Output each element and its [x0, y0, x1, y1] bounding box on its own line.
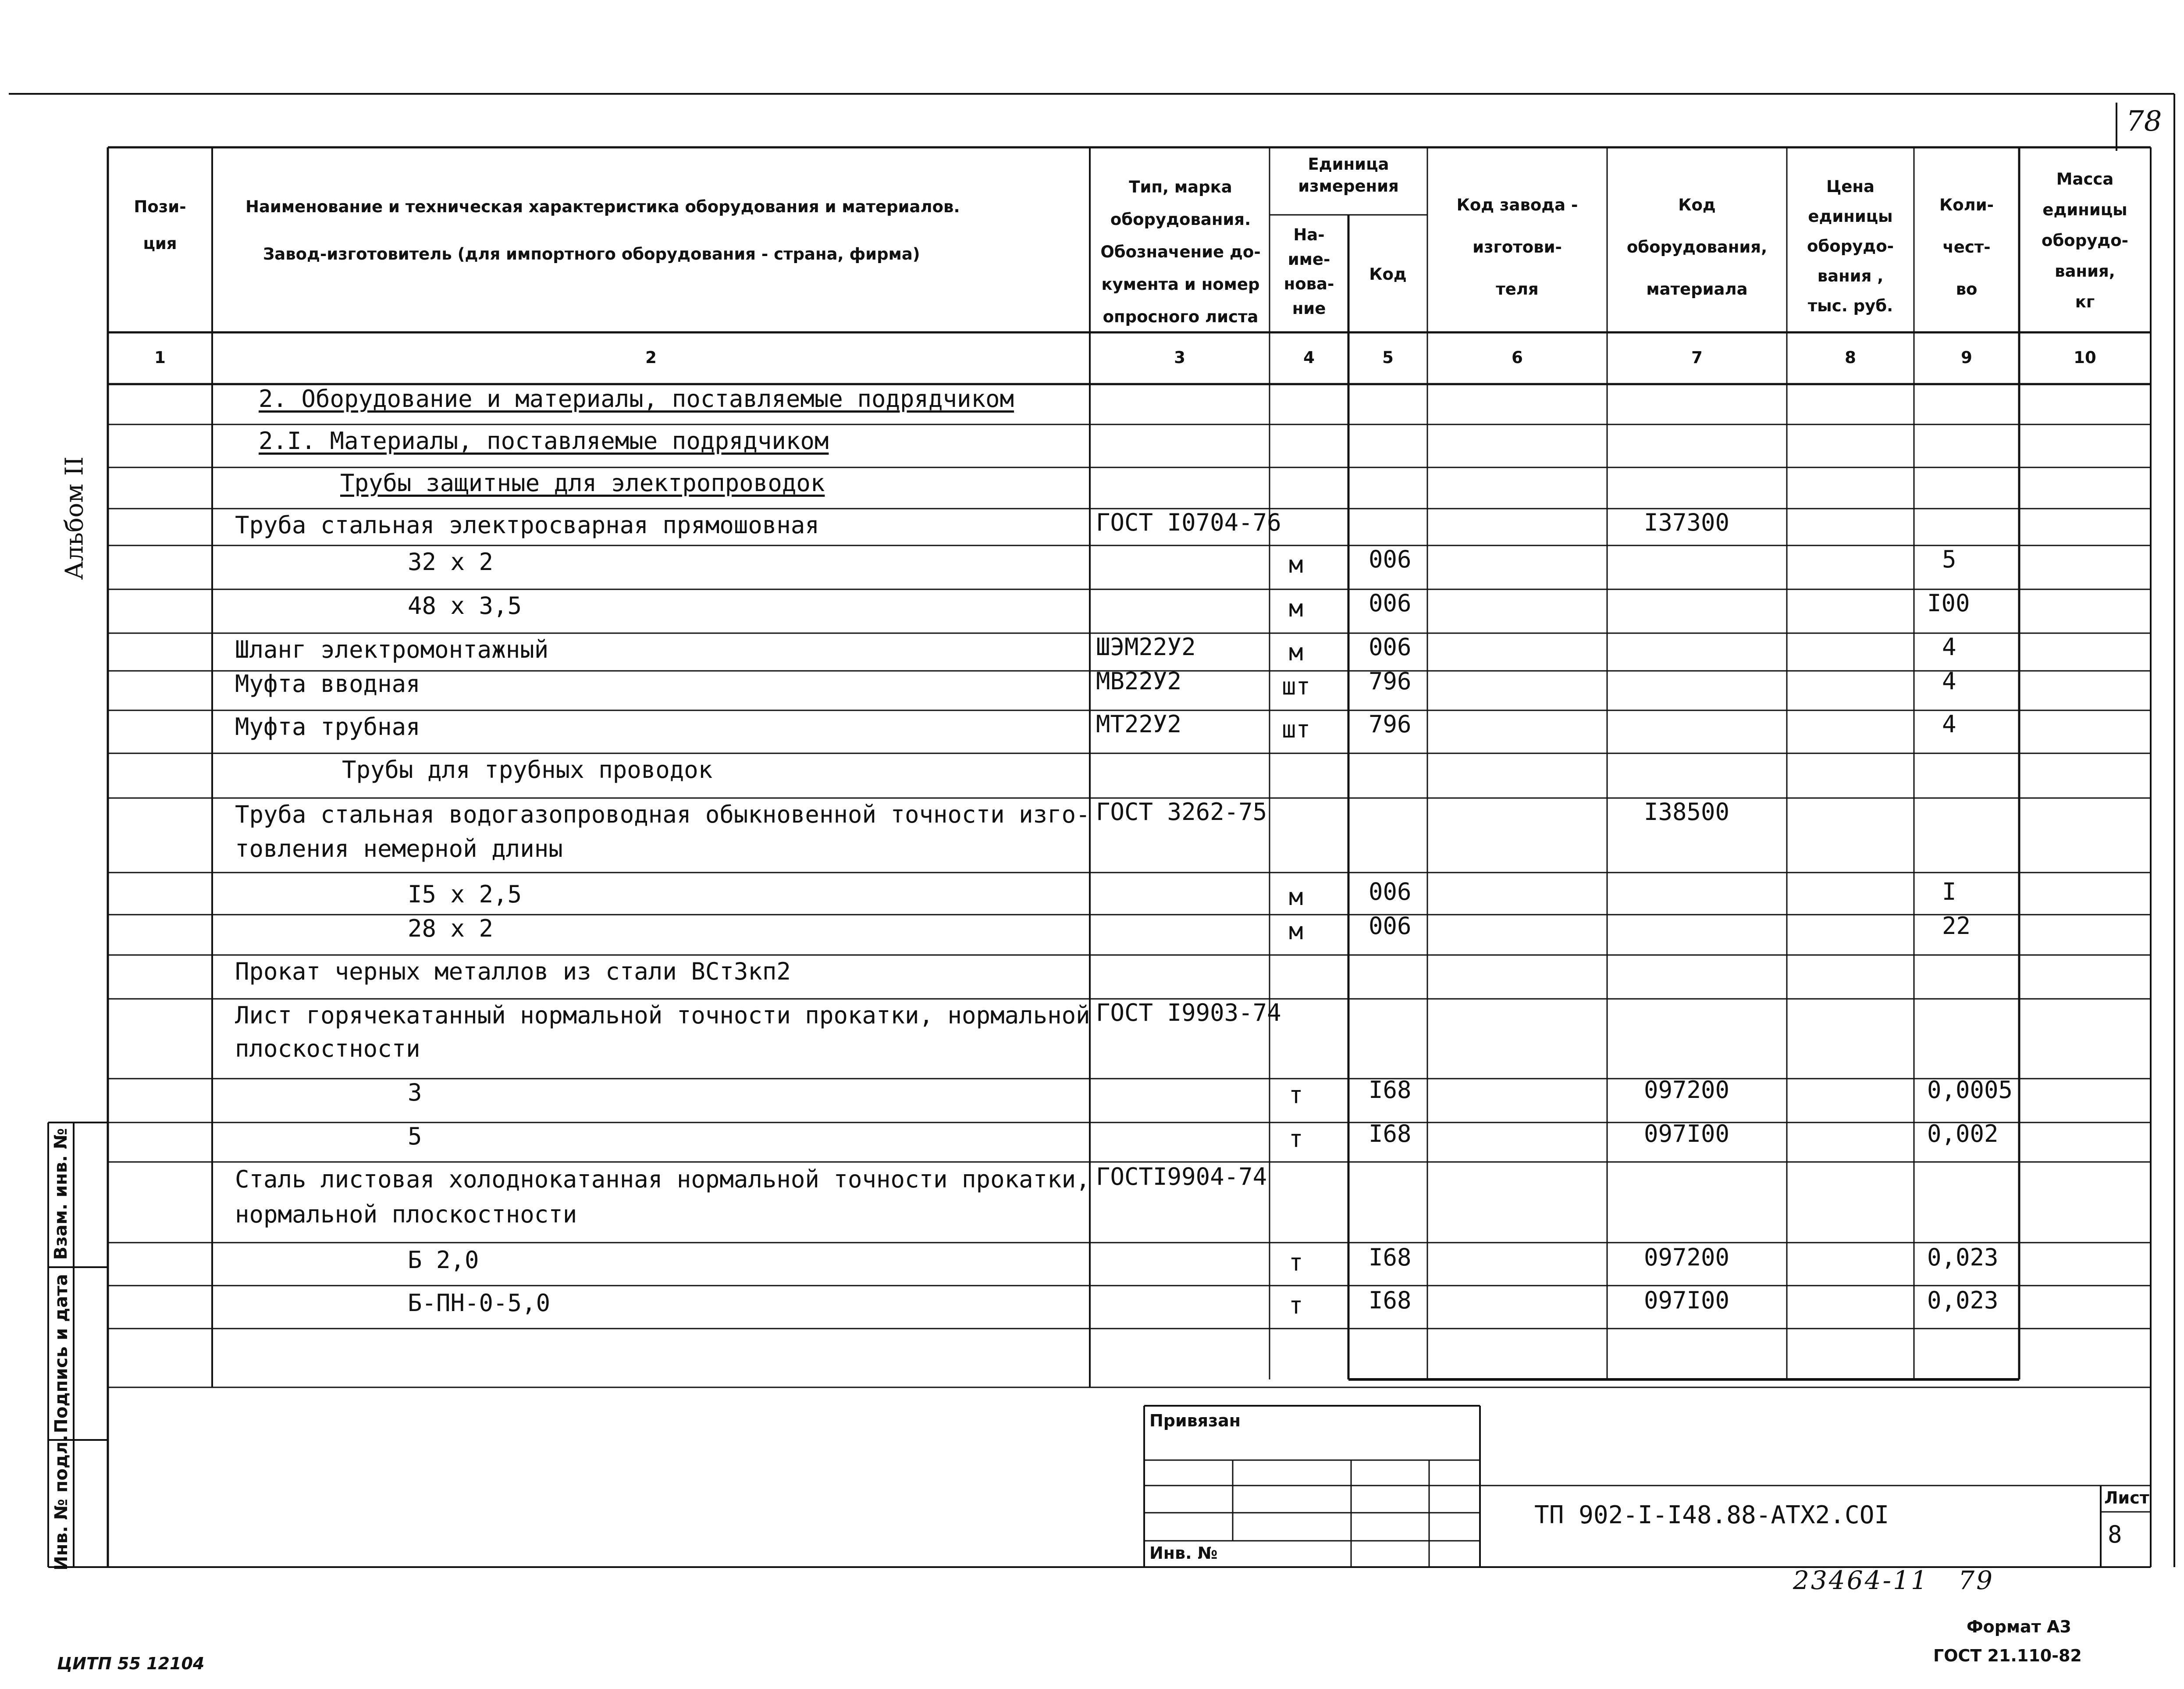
row-description: 5 [408, 1122, 422, 1150]
row-unit-code: 006 [1369, 912, 1412, 940]
gost-label: ГОСТ 21.110-82 [1933, 1646, 2082, 1665]
row-equipment-code: 097200 [1644, 1076, 1730, 1104]
row-quantity: I [1942, 878, 1956, 905]
row-unit-code: 006 [1369, 633, 1412, 661]
column-number: 5 [1382, 348, 1394, 367]
row-unit-name: шт [1282, 716, 1311, 743]
row-equipment-code: I37300 [1644, 509, 1730, 536]
stamp-privyazan: Привязан [1149, 1411, 1241, 1430]
row-description: Трубы защитные для электропроводок [340, 469, 825, 497]
row-unit-name: шт [1282, 673, 1311, 700]
header-name-line2: Завод-изготовитель (для импортного оборудования - страна, фирма) [263, 245, 920, 264]
row-description: Трубы для трубных проводок [342, 756, 713, 784]
column-number: 3 [1174, 348, 1185, 367]
row-unit-code: 006 [1369, 589, 1412, 617]
row-quantity: 5 [1942, 545, 1956, 573]
archive-number: 23464-11 79 [1793, 1565, 1995, 1595]
document-code: ТП 902-I-I48.88-АТХ2.СОI [1534, 1501, 1889, 1529]
row-quantity: 4 [1942, 667, 1956, 695]
row-unit-name: т [1289, 1081, 1303, 1109]
row-equipment-code: 097I00 [1644, 1120, 1730, 1147]
row-quantity: 0,023 [1927, 1286, 1999, 1314]
row-unit-code: I68 [1369, 1076, 1412, 1104]
sheet-number: 8 [2108, 1521, 2122, 1548]
citp-label: ЦИТП 55 12104 [57, 1654, 205, 1673]
stamp-vzam-label: Взам. инв. № [51, 1128, 71, 1260]
header-unit-code: Код [1369, 265, 1407, 284]
row-type-mark: ГОСТ 3262-75 [1096, 798, 1267, 826]
row-unit-code: 006 [1369, 545, 1412, 573]
row-description: Б-ПН-0-5,0 [408, 1289, 551, 1317]
page-number: 78 [2126, 105, 2162, 138]
format-label: Формат А3 [1967, 1617, 2071, 1636]
row-description: 3 [408, 1079, 422, 1106]
column-number: 7 [1691, 348, 1703, 367]
row-unit-name: м [1289, 883, 1303, 911]
row-description: Б 2,0 [408, 1246, 479, 1274]
row-description: 48 x 3,5 [408, 592, 522, 620]
row-description: Труба стальная электросварная прямошовная [235, 511, 819, 539]
row-description: Лист горячекатанный нормальной точности прокатки, нормальной [235, 1001, 1090, 1029]
header-unit-name: На- име- нова- ние [1284, 225, 1334, 318]
row-description: Прокат черных металлов из стали ВСт3кп2 [235, 958, 791, 985]
row-quantity: 22 [1942, 912, 1971, 940]
row-description: 28 x 2 [408, 915, 494, 942]
row-type-mark: ГОСТ I9903-74 [1096, 999, 1281, 1026]
row-type-mark: МВ22У2 [1096, 667, 1182, 695]
album-label: Альбом II [60, 456, 89, 580]
row-description: 2.I. Материалы, поставляемые подрядчиком [259, 427, 829, 455]
row-unit-name: т [1289, 1292, 1303, 1319]
header-type: Тип, марка оборудования. Обозначение до- кумента и номер опросного листа [1100, 178, 1261, 326]
column-number: 9 [1961, 348, 1972, 367]
row-unit-code: I68 [1369, 1286, 1412, 1314]
row-quantity: 4 [1942, 710, 1956, 738]
row-description: Шланг электромонтажный [235, 636, 549, 663]
column-number: 2 [645, 348, 657, 367]
row-unit-name: т [1289, 1125, 1303, 1153]
row-unit-code: 796 [1369, 710, 1412, 738]
header-price: Цена единицы оборудо- вания , тыс. руб. [1807, 177, 1894, 315]
row-type-mark: ГОСТ I0704-76 [1096, 509, 1281, 536]
row-description: Муфта трубная [235, 713, 420, 741]
row-unit-name: м [1289, 551, 1303, 578]
row-description: нормальной плоскостности [235, 1201, 577, 1228]
column-number: 8 [1845, 348, 1856, 367]
row-description: Сталь листовая холоднокатанная нормальной точности прокатки, [235, 1165, 1090, 1193]
row-quantity: 0,0005 [1927, 1076, 2013, 1104]
stamp-inv-no: Инв. № [1149, 1543, 1218, 1563]
row-quantity: I00 [1927, 589, 1970, 617]
header-equipment-code: Код оборудования, материала [1626, 196, 1768, 299]
row-quantity: 0,002 [1927, 1120, 1999, 1147]
header-plant-code: Код завода - изготови- теля [1456, 196, 1578, 299]
row-description: 2. Оборудование и материалы, поставляемые подрядчиком [259, 385, 1014, 413]
stamp-signature-label: Подпись и дата [51, 1274, 71, 1433]
row-unit-name: м [1289, 638, 1303, 666]
row-unit-code: I68 [1369, 1120, 1412, 1147]
column-number: 1 [154, 348, 166, 367]
row-description: I5 x 2,5 [408, 880, 522, 908]
row-description: Муфта вводная [235, 670, 420, 698]
row-quantity: 0,023 [1927, 1244, 1999, 1271]
row-unit-name: т [1289, 1249, 1303, 1276]
row-unit-code: I68 [1369, 1244, 1412, 1271]
row-unit-name: м [1289, 595, 1303, 622]
row-equipment-code: 097200 [1644, 1244, 1730, 1271]
row-unit-name: м [1289, 917, 1303, 945]
header-name-line1: Наименование и техническая характеристика оборудования и материалов. [245, 197, 960, 216]
row-equipment-code: I38500 [1644, 798, 1730, 826]
sheet-label: Лист [2104, 1488, 2149, 1507]
header-position: Пози- ция [134, 197, 186, 253]
row-description: плоскостности [235, 1035, 420, 1062]
row-unit-code: 006 [1369, 878, 1412, 905]
row-type-mark: ШЭМ22У2 [1096, 633, 1196, 661]
row-quantity: 4 [1942, 633, 1956, 661]
row-description: 32 x 2 [408, 548, 494, 576]
column-number: 6 [1512, 348, 1523, 367]
header-unit-group: Единица измерения [1298, 155, 1399, 196]
stamp-inv-label: Инв. № подл. [51, 1435, 71, 1571]
header-mass: Масса единицы оборудо- вания, кг [2042, 170, 2128, 311]
row-type-mark: ГОСТI9904-74 [1096, 1163, 1267, 1190]
row-unit-code: 796 [1369, 667, 1412, 695]
column-number: 4 [1303, 348, 1315, 367]
column-number: 10 [2074, 348, 2096, 367]
row-equipment-code: 097I00 [1644, 1286, 1730, 1314]
header-quantity: Коли- чест- во [1939, 196, 1994, 299]
row-type-mark: МТ22У2 [1096, 710, 1182, 738]
row-description: товления немерной длины [235, 835, 563, 862]
row-description: Труба стальная водогазопроводная обыкновенной точности изго- [235, 801, 1090, 828]
